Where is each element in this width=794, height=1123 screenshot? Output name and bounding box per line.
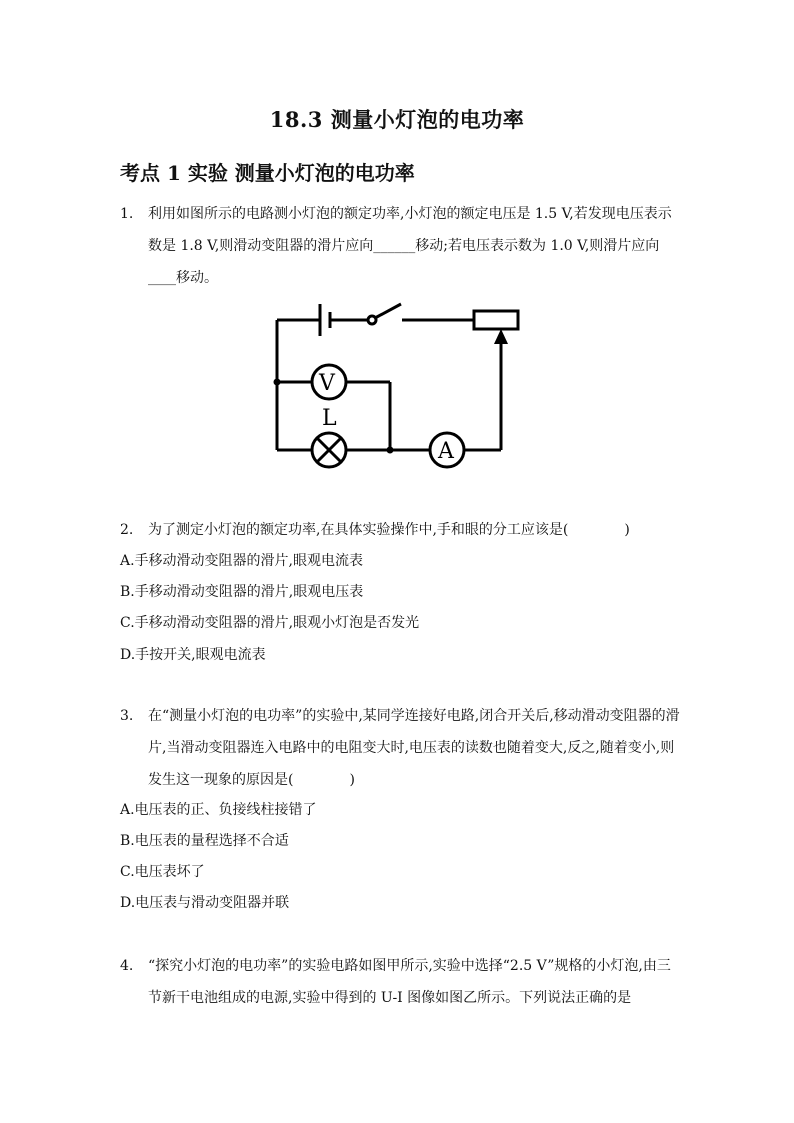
- page-title: 18.3 测量小灯泡的电功率: [269, 107, 525, 132]
- question-4: [120, 950, 680, 1014]
- section-heading: 考点 1 实验 测量小灯泡的电功率: [120, 161, 415, 185]
- option-b: B.手移动滑动变阻器的滑片,眼观电压表: [120, 584, 364, 600]
- question-number: 1.: [120, 206, 134, 222]
- question-1: [120, 198, 680, 294]
- voltmeter-label: V: [319, 371, 335, 396]
- rheostat: [474, 311, 518, 329]
- question-2: [120, 514, 680, 546]
- question-number: 3.: [120, 708, 134, 724]
- question-text: 在“测量小灯泡的电功率”的实验中,某同学连接好电路,闭合开关后,移动滑动变阻器的滑片,当滑动变阻器连入电路中的电阻变大时,电压表的读数也随着变大,反之,随着变小,则发生这一现象的原因是( ): [148, 708, 680, 788]
- option-c: C.电压表坏了: [120, 864, 205, 880]
- question-text: 利用如图所示的电路测小灯泡的额定功率,小灯泡的额定电压是 1.5 V,若发现电压表示数是 1.8 V,则滑动变阻器的滑片应向______移动;若电压表示数为 1.0 V,则滑片应向____移动。: [148, 206, 672, 286]
- switch-blade: [375, 304, 401, 318]
- option-d: D.手按开关,眼观电流表: [120, 647, 266, 663]
- option-a: A.手移动滑动变阻器的滑片,眼观电流表: [120, 553, 364, 569]
- question-number: 4.: [120, 958, 134, 974]
- option-a: A.电压表的正、负接线柱接错了: [120, 802, 317, 818]
- option-b: B.电压表的量程选择不合适: [120, 833, 289, 849]
- question-3: [120, 700, 680, 796]
- option-c: C.手移动滑动变阻器的滑片,眼观小灯泡是否发光: [120, 615, 420, 631]
- option-d: D.电压表与滑动变阻器并联: [120, 895, 290, 911]
- lamp-label: L: [322, 406, 337, 431]
- question-text: “探究小灯泡的电功率”的实验电路如图甲所示,实验中选择“2.5 V”规格的小灯泡,由三节新干电池组成的电源,实验中得到的 U-I 图像如图乙所示。下列说法正确的是: [148, 958, 671, 1006]
- ammeter-label: A: [438, 439, 454, 464]
- question-number: 2.: [120, 522, 134, 538]
- question-text: 为了测定小灯泡的额定功率,在具体实验操作中,手和眼的分工应该是( ): [148, 522, 630, 538]
- rheostat-slider-arrow: [494, 329, 508, 344]
- circuit-diagram: [268, 296, 528, 476]
